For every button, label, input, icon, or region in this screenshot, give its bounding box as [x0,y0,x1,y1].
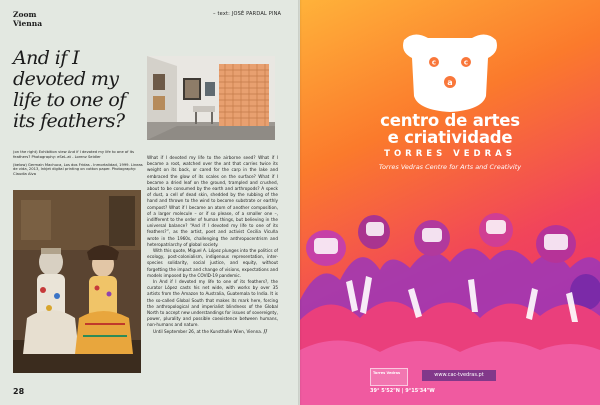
exhibition-view-photo [147,56,275,140]
advert-website-link[interactable]: www.cac-tvedras.pt [422,370,496,381]
body-paragraph: In And if I devoted my life to one of its feathers?, the curator López casts his net wide, with works by over 35 artists from the Amazon to Australia, Guatemala to India. It is the so-called Global South that makes its mark here, forcing the anthropological and imperialist blindness of the Global North to accept new understandings for issues of sovereignty, power, plurality and possible coexistence between humans, non-humans and nature. [147,279,278,328]
text-credit: – text: JOSÉ PARDAL PINA [213,11,282,17]
body-paragraph: With this quote, Miguel A. López plunges into the politics of ecology, post-colonialism, indigenous representation, inter-species solidarity, social justice, and equity, without forgetting the impact and change of visions, expectations and models imposed by the COVID-19 pandemic. [147,248,278,278]
section-city: Vienna [13,19,43,28]
section-name: Zoom [13,10,37,19]
logo-letter: c [431,58,437,67]
municipality-logo-icon [370,368,408,386]
caption-exhibition-view: (on the right) Exhibition view And if I devoted my life to one of its feathers? Photography: eSeL.at - Lorenz Seidler [13,150,135,159]
body-paragraph-closing [147,329,278,335]
right-page-advert [300,0,600,405]
municipality-logo-text: Torres Vedras [373,371,401,375]
page-gutter [298,0,302,405]
advert-subtitle: TORRES VEDRAS [384,149,516,159]
advert-title-line1: centro de artes [380,111,520,130]
cac-logo-icon [403,34,497,112]
body-paragraph: What if I devoted my life to the airborne seed? What if I became a root, watched over the ant that carries twice its weight on its back, or cared for the carp in the lake and embraced the glow of its scales on the surface? What if I became a dried leaf on the ground, trampled and crushed, about to be consumed by the earth and arthropods? A speck of dust, a cell of dead skin, shedded by the rubbing of the hand and thrown to the wind to become substrate or earthly compost? What if I became an atom of another composition, of a larger molecule – or if so please, of a smaller one –, indifferent to the order of human things, but believing in the universal balance? “And if I devoted my life to one of its feathers?”, as the artist, poet and activist Cecilia Vicuña wrote in the 1960s, challenging the anthropocentrism and heteropatriarchy of global society. [147,155,278,247]
portrait-photo [13,190,141,373]
logo-letter: a [447,78,453,87]
advert-tagline: Torres Vedras Centre for Arts and Creativity [378,163,522,171]
page-number: 28 [13,387,25,396]
advert-illustration [300,0,600,405]
photo-captions [13,150,143,180]
portrait-image [13,190,141,373]
end-mark: // [263,328,268,335]
article-headline: And if I devoted my life to one of its feathers? [13,47,126,132]
section-label [13,10,42,28]
advert-title-line2: e criatividade [387,128,513,147]
advert-footer [370,368,560,398]
article-body [147,155,278,335]
exhibition-view-image [147,56,275,140]
exhibition-dates: Until September 26, at the Kunsthalle Wien, Vienna. [153,328,263,334]
caption-portrait: (below) Germain Machuca, Los dos Fridas - Inmortalidad, 1999. Lineas de vida, 2013, Inkjet digital printing on cotton paper. Photography: Claudia Alva [13,162,143,177]
advert-coordinates: 39° 5'52"N | 9°15'34"W [370,388,435,394]
logo-letter: c [463,58,469,67]
